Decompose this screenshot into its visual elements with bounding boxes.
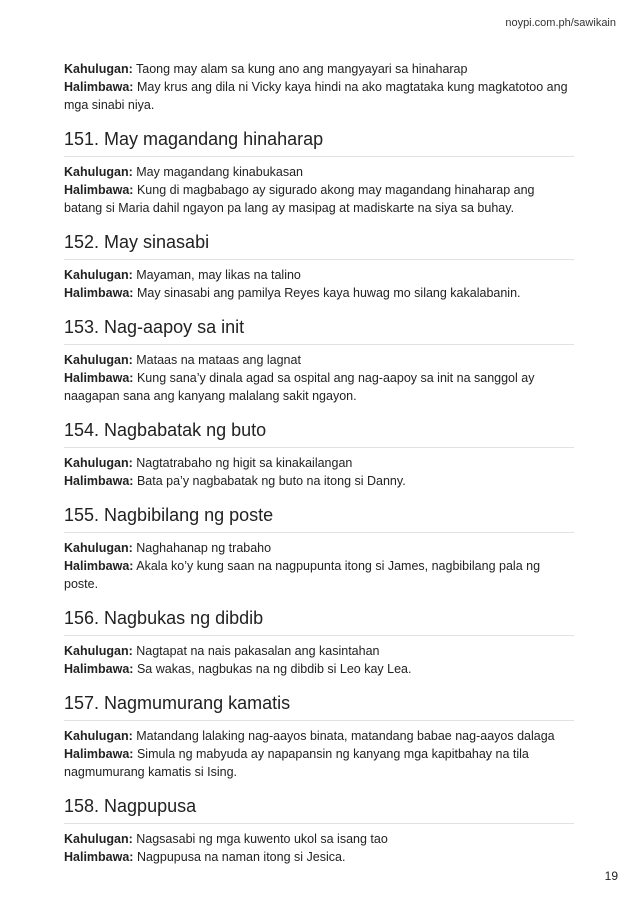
halimbawa-text: Kung di magbabago ay sigurado akong may magandang hinaharap ang batang si Maria dahil ngayon pa lang ay masipag at madiskarte na siya sa buhay. [64,183,535,215]
entry-title: 155. Nagbibilang ng poste [64,504,574,533]
example-line [64,369,574,405]
example-line [64,284,574,302]
halimbawa-label: Halimbawa: [64,286,134,300]
entry-title: 152. May sinasabi [64,231,574,260]
kahulugan-label: Kahulugan: [64,456,133,470]
halimbawa-text: Simula ng mabyuda ay napapansin ng kanyang mga kapitbahay na tila nagmumurang kamatis si Ising. [64,747,529,779]
document-body [64,60,574,866]
example-line [64,78,574,114]
kahulugan-label: Kahulugan: [64,353,133,367]
kahulugan-label: Kahulugan: [64,165,133,179]
halimbawa-text: May sinasabi ang pamilya Reyes kaya huwag mo silang kakalabanin. [136,286,521,300]
halimbawa-text: Bata pa’y nagbabatak ng buto na itong si Danny. [136,474,406,488]
entry-title: 153. Nag-aapoy sa init [64,316,574,345]
idiom-entry [64,316,574,405]
kahulugan-label: Kahulugan: [64,644,133,658]
kahulugan-label: Kahulugan: [64,268,133,282]
kahulugan-text: Taong may alam sa kung ano ang mangyayari sa hinaharap [136,62,468,76]
kahulugan-label: Kahulugan: [64,832,133,846]
kahulugan-text: Mayaman, may likas na talino [136,268,301,282]
halimbawa-label: Halimbawa: [64,371,134,385]
halimbawa-label: Halimbawa: [64,559,134,573]
halimbawa-text: Sa wakas, nagbukas na ng dibdib si Leo kay Lea. [136,662,412,676]
halimbawa-text: Kung sana’y dinala agad sa ospital ang nag-aapoy sa init na sanggol ay naagapan sana ang kanyang malalang sakit ngayon. [64,371,535,403]
example-line [64,660,574,678]
idiom-entry [64,128,574,217]
example-line [64,557,574,593]
kahulugan-text: Nagtatrabaho ng higit sa kinakailangan [136,456,353,470]
kahulugan-text: Matandang lalaking nag-aayos binata, matandang babae nag-aayos dalaga [136,729,555,743]
kahulugan-label: Kahulugan: [64,729,133,743]
source-url: noypi.com.ph/sawikain [505,17,616,29]
example-line [64,472,574,490]
example-line [64,745,574,781]
kahulugan-text: May magandang kinabukasan [136,165,304,179]
definition-line [64,60,574,78]
idiom-entry [64,607,574,678]
definition-line [64,830,574,848]
example-line [64,848,574,866]
kahulugan-text: Naghahanap ng trabaho [136,541,272,555]
idiom-entry [64,231,574,302]
halimbawa-label: Halimbawa: [64,747,134,761]
idiom-entry [64,692,574,781]
halimbawa-label: Halimbawa: [64,183,134,197]
halimbawa-label: Halimbawa: [64,80,134,94]
halimbawa-label: Halimbawa: [64,662,134,676]
entry-title: 154. Nagbabatak ng buto [64,419,574,448]
definition-line [64,642,574,660]
definition-line [64,266,574,284]
kahulugan-label: Kahulugan: [64,541,133,555]
halimbawa-label: Halimbawa: [64,474,134,488]
entry-title: 157. Nagmumurang kamatis [64,692,574,721]
halimbawa-text: May krus ang dila ni Vicky kaya hindi na ako magtataka kung magkatotoo ang mga sinabi niya. [64,80,568,112]
entry-title: 158. Nagpupusa [64,795,574,824]
halimbawa-text: Nagpupusa na naman itong si Jesica. [136,850,346,864]
halimbawa-label: Halimbawa: [64,850,134,864]
entry-list [64,128,574,866]
idiom-entry [64,504,574,593]
kahulugan-text: Nagsasabi ng mga kuwento ukol sa isang tao [136,832,388,846]
kahulugan-text: Nagtapat na nais pakasalan ang kasintahan [136,644,380,658]
entry-title: 151. May magandang hinaharap [64,128,574,157]
definition-line [64,163,574,181]
halimbawa-text: Akala ko’y kung saan na nagpupunta itong si James, nagbibilang pala ng poste. [64,559,541,591]
definition-line [64,539,574,557]
page-number: 19 [604,869,618,883]
lead-entry [64,60,574,114]
definition-line [64,727,574,745]
entry-title: 156. Nagbukas ng dibdib [64,607,574,636]
definition-line [64,454,574,472]
kahulugan-text: Mataas na mataas ang lagnat [136,353,301,367]
idiom-entry [64,419,574,490]
kahulugan-label: Kahulugan: [64,62,133,76]
idiom-entry [64,795,574,866]
example-line [64,181,574,217]
definition-line [64,351,574,369]
